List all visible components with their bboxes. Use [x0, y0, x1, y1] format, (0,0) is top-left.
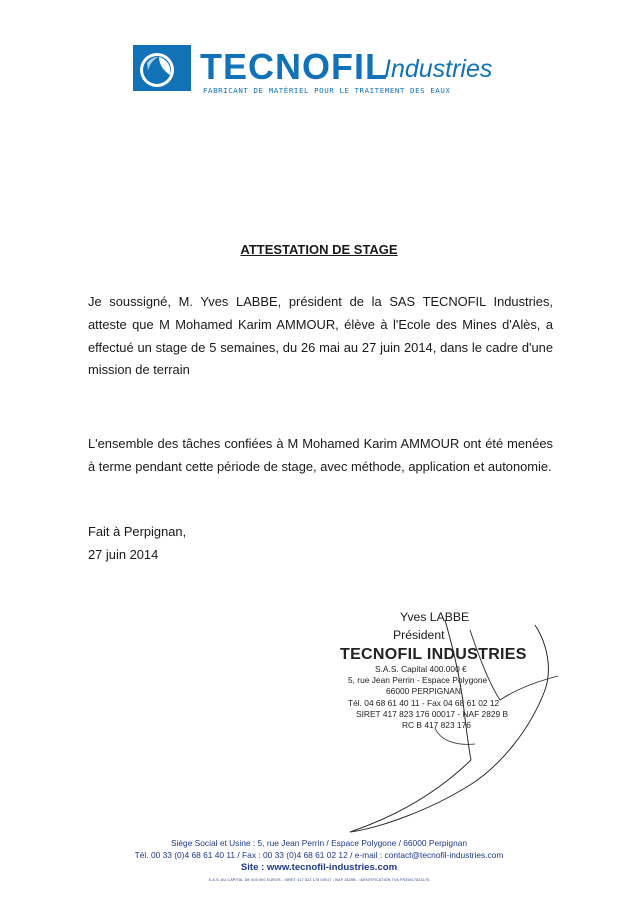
- handwritten-signature: [340, 600, 580, 850]
- stamp-address: 5, rue Jean Perrin - Espace Polygone: [348, 675, 488, 686]
- place-line: Fait à Perpignan,: [88, 524, 187, 539]
- footer-address: Siège Social et Usine : 5, rue Jean Perrin / Espace Polygone / 66000 Perpignan: [170, 838, 468, 848]
- water-drop-icon: [133, 45, 191, 91]
- paragraph-attestation: Je soussigné, M. Yves LABBE, président de la SAS TECNOFIL Industries, atteste que M Mohamed Karim AMMOUR, élève à l'Ecole des Mines d'Alès, a effectué un stage de 5 semaines, du 26 mai au 27 juin 2014, dans le cadre d'une mission de terrain: [88, 294, 553, 378]
- footer-website[interactable]: Site : www.tecnofil-industries.com: [240, 862, 398, 873]
- brand-tagline: FABRICANT DE MATÉRIEL POUR LE TRAITEMENT DES EAUX: [203, 86, 451, 95]
- paragraph-tasks: L'ensemble des tâches confiées à M Mohamed Karim AMMOUR ont été menées à terme pendant cette période de stage, avec méthode, application et autonomie.: [88, 436, 553, 474]
- footer-contact: Tél. 00 33 (0)4 68 61 40 11 / Fax : 00 33 (0)4 68 61 02 12 / e-mail : contact@tecnofil-industries.com: [134, 850, 504, 860]
- stamp-company: TECNOFIL INDUSTRIES: [340, 646, 527, 663]
- stamp-siret: SIRET 417 823 176 00017 - NAF 2829 B: [356, 708, 509, 719]
- stamp-rc: RC B 417 823 176: [402, 720, 471, 731]
- signatory-name: Yves LABBE: [400, 610, 470, 624]
- stamp-capital: S.A.S. Capital 400.000 €: [375, 664, 467, 674]
- document-title: ATTESTATION DE STAGE: [240, 242, 398, 257]
- footer-legal: S.A.S. AU CAPITAL DE 400 000 EUROS - SIRET 417 823 176 00017 - NAF 2829B - IDENTIFICATION TVA FR39417823176: [208, 878, 430, 882]
- stamp-city: 66000 PERPIGNAN: [386, 686, 461, 697]
- brand-suffix: Industries: [384, 55, 493, 83]
- signatory-role: Président: [393, 628, 445, 642]
- date-line: 27 juin 2014: [88, 547, 159, 562]
- brand-name: TECNOFIL: [200, 46, 388, 87]
- stamp-phone: Tél. 04 68 61 40 11 - Fax 04 68 61 02 12: [348, 697, 500, 708]
